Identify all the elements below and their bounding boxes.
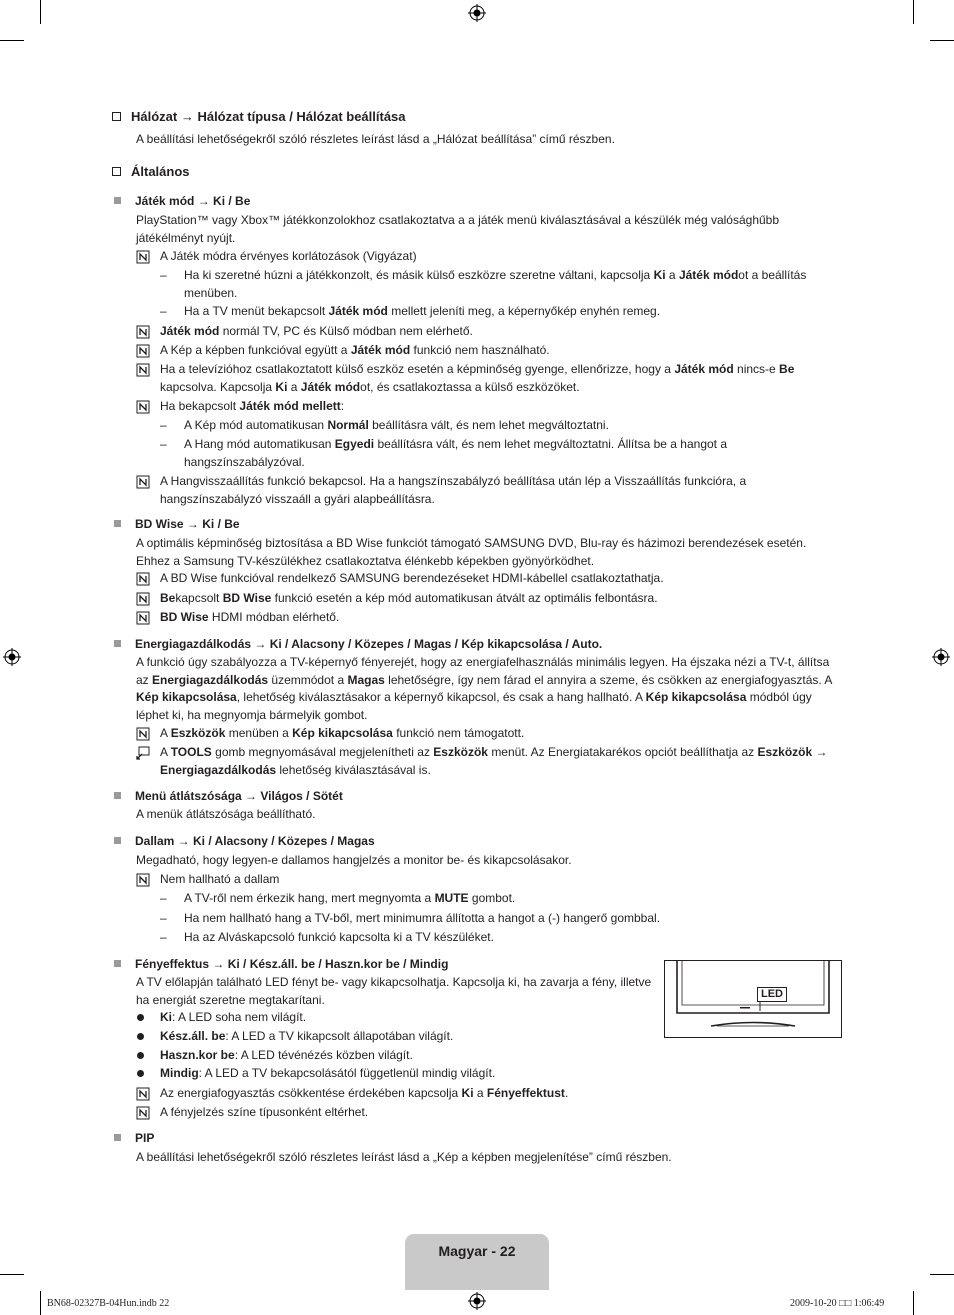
square-bullet-icon: [114, 960, 121, 967]
note: Nem hallható a dallam: [136, 871, 842, 889]
note: A Játék módra érvényes korlátozások (Vigyázat): [136, 248, 842, 266]
led-label: LED: [757, 987, 787, 1002]
square-bullet-icon: [114, 640, 121, 647]
section-text: A beállítási lehetőségekről szóló részletes leírást lásd a „Hálózat beállítása” című részben.: [136, 132, 615, 146]
registration-mark-icon: [468, 1292, 486, 1310]
note-icon: [136, 325, 150, 339]
dash-item: – Ha az Alváskapcsoló funkció kapcsolta ki a TV készüléket.: [160, 930, 494, 944]
note: Játék mód normál TV, PC és Külső módban nem elérhető.: [136, 323, 842, 341]
crop-mark: [930, 40, 954, 41]
item-description: PlayStation™ vagy Xbox™ játékkonzolokhoz csatlakoztatva a a játék menü kiválasztásával a készülék még valósághűbb játékélményt nyújt.: [136, 213, 780, 245]
item-heading-melody: Dallam → Ki / Alacsony / Közepes / Magas: [114, 833, 375, 851]
note-icon: [136, 344, 150, 358]
dash-item: – A TV-ről nem érkezik hang, mert megnyomta a MUTE gombot.: [160, 891, 516, 905]
tv-front-icon: [665, 961, 841, 1037]
square-bullet-icon: [114, 197, 121, 204]
bullet-item: Haszn.kor be: A LED tévénézés közben világít.: [136, 1047, 413, 1065]
bullet-dot-icon: [137, 1014, 144, 1021]
tools-icon: [136, 746, 150, 760]
square-bullet-icon: [114, 837, 121, 844]
bullet-item: Kész.áll. be: A LED a TV kikapcsolt állapotában világít.: [136, 1028, 453, 1046]
item-description: A beállítási lehetőségekről szóló részletes leírást lásd a „Kép a képben megjelenítése” című részben.: [136, 1150, 672, 1164]
dash-item: – Ha a TV menüt bekapcsolt Játék mód mellett jeleníti meg, a képernyőkép enyhén remeg.: [160, 304, 661, 318]
item-description: Megadható, hogy legyen-e dallamos hangjelzés a monitor be- és kikapcsolásakor.: [136, 853, 572, 867]
square-bullet-icon: [114, 520, 121, 527]
note: A BD Wise funkcióval rendelkező SAMSUNG berendezéseket HDMI-kábellel csatlakoztathatja.: [136, 570, 842, 588]
square-bullet-icon: [114, 792, 121, 799]
note: Bekapcsolt BD Wise funkció esetén a kép mód automatikusan átvált az optimális felbontásra.: [136, 590, 842, 608]
section-heading-general: Általános: [112, 163, 190, 181]
note: BD Wise HDMI módban elérhető.: [136, 609, 842, 627]
checkbox-square-icon: [112, 112, 121, 121]
crop-mark: [913, 1291, 914, 1315]
note-icon: [136, 611, 150, 625]
note-icon: [136, 400, 150, 414]
note-icon: [136, 572, 150, 586]
item-heading-game-mode: Játék mód → Ki / Be: [114, 193, 250, 211]
crop-mark: [0, 1274, 24, 1275]
footer-timestamp: 2009-10-20 □□ 1:06:49: [790, 1298, 885, 1309]
registration-mark-icon: [3, 648, 21, 666]
note: A Eszközök menüben a Kép kikapcsolása funkció nem támogatott.: [136, 725, 842, 743]
item-heading-menu-transparency: Menü átlátszósága → Világos / Sötét: [114, 788, 343, 806]
section-heading-network: Hálózat → Hálózat típusa / Hálózat beállítása: [112, 108, 406, 126]
note: Az energiafogyasztás csökkentése érdekében kapcsolja Ki a Fényeffektust.: [136, 1085, 842, 1103]
item-description: A funkció úgy szabályozza a TV-képernyő fényerejét, hogy az energiafelhasználás minimális legyen. Ha éjszaka nézi a TV-t, állítsa az Energiagazdálkodás üzemmódot a Magas lehetőségre, így nem fárad el annyira a szeme, és csökken az energiafogyasztás. A Kép kikapcsolása, lehetőség kiválasztásakor a képernyő kikapcsol, és csak a hang hallható. A Kép kikapcsolása módból úgy léphet ki, ha megnyomja bármelyik gombot.: [136, 655, 832, 722]
crop-mark: [40, 1291, 41, 1315]
note: Ha a televízióhoz csatlakoztatott külső eszköz esetén a képminőség gyenge, ellenőrizze, hogy a Játék mód nincs-e Be kapcsolva. Kapcsolja Ki a Játék módot, és csatlakoztassa a külső eszközöket.: [136, 361, 842, 396]
dash-item: – A Kép mód automatikusan Normál beállításra vált, és nem lehet megváltoztatni.: [160, 418, 609, 432]
dash-item: – A Hang mód automatikusan Egyedi beállításra vált, és nem lehet megváltoztatni. Állítsa be a hangot a hangszínszabályzóval.: [160, 437, 728, 469]
crop-mark: [40, 0, 41, 24]
note-icon: [136, 250, 150, 264]
item-heading-pip: PIP: [114, 1130, 154, 1148]
bullet-dot-icon: [137, 1033, 144, 1040]
note-icon: [136, 873, 150, 887]
dash-item: – Ha nem hallható hang a TV-ből, mert minimumra állította a hangot a (-) hangerő gombbal.: [160, 911, 661, 925]
crop-mark: [913, 0, 914, 24]
note-icon: [136, 363, 150, 377]
note-icon: [136, 475, 150, 489]
note: Ha bekapcsolt Játék mód mellett:: [136, 398, 842, 416]
item-heading-energy-saving: Energiagazdálkodás → Ki / Alacsony / Közepes / Magas / Kép kikapcsolása / Auto.: [114, 636, 602, 654]
page-number-tab: Magyar - 22: [405, 1234, 549, 1290]
footer-filename: BN68-02327B-04Hun.indb 22: [47, 1298, 170, 1309]
crop-mark: [930, 1274, 954, 1275]
tv-led-illustration: [664, 960, 842, 1038]
bullet-item: Ki: A LED soha nem világít.: [136, 1009, 306, 1027]
registration-mark-icon: [468, 4, 486, 22]
bullet-dot-icon: [137, 1070, 144, 1077]
note: A Hangvisszaállítás funkció bekapcsol. Ha a hangszínszabályzó beállítása után lép a Visszaállítás funkcióra, a hangszínszabályzó visszaáll a gyári alapbeállításra.: [136, 473, 842, 508]
dash-item: – Ha ki szeretné húzni a játékkonzolt, és másik külső eszközre szeretne váltani, kapcsolja Ki a Játék módot a beállítás menüben.: [160, 268, 807, 300]
item-description: A TV előlapján található LED fényt be- vagy kikapcsolhatja. Kapcsolja ki, ha zavarja a fény, illetve ha energiát szeretne megtakarítani.: [136, 975, 652, 1007]
note-icon: [136, 727, 150, 741]
note: A fényjelzés színe típusonként eltérhet.: [136, 1104, 842, 1122]
item-description: A menük átlátszósága beállítható.: [136, 807, 316, 821]
note-icon: [136, 1106, 150, 1120]
checkbox-square-icon: [112, 167, 121, 176]
crop-mark: [0, 40, 24, 41]
square-bullet-icon: [114, 1134, 121, 1141]
item-heading-bd-wise: BD Wise → Ki / Be: [114, 516, 240, 534]
note: A Kép a képben funkcióval együtt a Játék mód funkció nem használható.: [136, 342, 842, 360]
note-icon: [136, 592, 150, 606]
registration-mark-icon: [932, 648, 950, 666]
bullet-item: Mindig: A LED a TV bekapcsolásától függetlenül mindig világít.: [136, 1065, 495, 1083]
note-icon: [136, 1087, 150, 1101]
item-heading-light-effect: Fényeffektus → Ki / Kész.áll. be / Haszn.kor be / Mindig: [114, 956, 448, 974]
item-description: A optimális képminőség biztosítása a BD Wise funkciót támogató SAMSUNG DVD, Blu-ray és házimozi berendezések esetén. Ehhez a Samsung TV-készülékhez csatlakoztatva élénkebb képekben gyönyörködhet.: [136, 536, 807, 568]
tools-note: A TOOLS gomb megnyomásával megjelenítheti az Eszközök menüt. Az Energiatakarékos opciót beállíthatja az Eszközök → Energiagazdálkodás lehetőség kiválasztásával is.: [136, 744, 842, 779]
bullet-dot-icon: [137, 1052, 144, 1059]
